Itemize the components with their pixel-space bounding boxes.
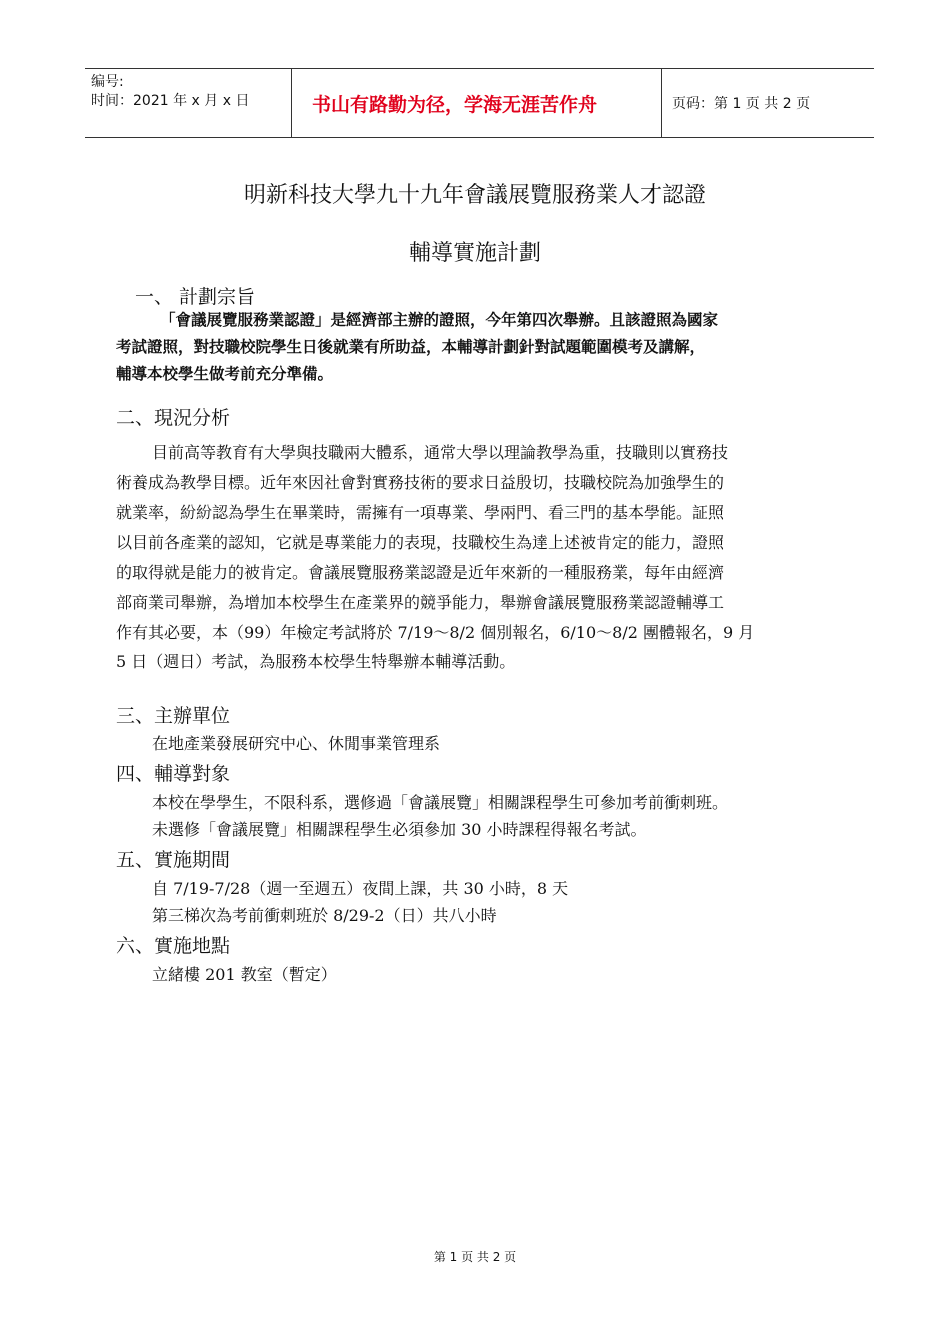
section2-line4: 以目前各產業的認知，它就是專業能力的表現，技職校生為達上述被肯定的能力，證照 [116, 533, 725, 552]
section5-line1: 自 7/19-7/28（週一至週五）夜間上課，共 30 小時，8 天 [152, 879, 569, 898]
section4-heading: 四、輔導對象 [116, 763, 231, 785]
section6-body: 立緒樓 201 教室（暫定） [152, 965, 337, 984]
section5-heading: 五、實施期間 [116, 849, 231, 871]
document-title-line1: 明新科技大學九十九年會議展覽服務業人才認證 [243, 183, 706, 208]
section1-line1: 「會議展覽服務業認證」是經濟部主辦的證照，今年第四次舉辦。且該證照為國家 [160, 311, 719, 329]
section2-line3: 就業率，紛紛認為學生在畢業時，需擁有一項專業、學兩門、看三門的基本學能。証照 [116, 503, 725, 522]
header-code: 编号: [91, 74, 124, 90]
header-time: 时间：2021 年 x 月 x 日 [91, 93, 250, 109]
section3-heading: 三、主辦單位 [116, 705, 231, 727]
section2-heading: 二、現況分析 [116, 407, 231, 429]
header-meta [85, 69, 292, 137]
section4-line2: 未選修「會議展覽」相關課程學生必須參加 30 小時課程得報名考試。 [152, 820, 647, 839]
section4-line1: 本校在學學生，不限科系，選修過「會議展覽」相關課程學生可參加考前衝刺班。 [152, 793, 729, 812]
document-title-line2: 輔導實施計劃 [408, 241, 541, 266]
section2-line7: 作有其必要，本（99）年檢定考試將於 7/19～8/2 個別報名，6/10～8/2 團體報名，9 月 [116, 623, 755, 642]
section2-line8: 5 日（週日）考試，為服務本校學生特舉辦本輔導活動。 [116, 652, 516, 671]
section1-line2: 考試證照，對技職校院學生日後就業有所助益，本輔導計劃針對試題範圍模考及講解， [116, 338, 706, 356]
section2-line2: 術養成為教學目標。近年來因社會對實務技術的要求日益殷切，技職校院為加強學生的 [116, 473, 725, 492]
section1-heading: 一、 計劃宗旨 [135, 286, 256, 308]
section2-line1: 目前高等教育有大學與技職兩大體系，通常大學以理論教學為重，技職則以實務技 [152, 443, 729, 462]
section5-line2: 第三梯次為考前衝刺班於 8/29-2（日）共八小時 [152, 906, 497, 925]
section1-line3: 輔導本校學生做考前充分準備。 [116, 365, 334, 383]
section2-line6: 部商業司舉辦，為增加本校學生在產業界的競爭能力，舉辦會議展覽服務業認證輔導工 [116, 593, 725, 612]
section3-body: 在地產業發展研究中心、休閒事業管理系 [152, 734, 441, 753]
section2-line5: 的取得就是能力的被肯定。會議展覽服務業認證是近年來新的一種服務業，每年由經濟 [116, 563, 725, 582]
header-motto: 书山有路勤为径，学海无涯苦作舟 [292, 69, 662, 137]
header-page: 页码：第 1 页 共 2 页 [672, 96, 811, 112]
section6-heading: 六、實施地點 [116, 935, 231, 957]
document-header [85, 68, 874, 138]
page-footer: 第 1 页 共 2 页 [433, 1250, 517, 1264]
